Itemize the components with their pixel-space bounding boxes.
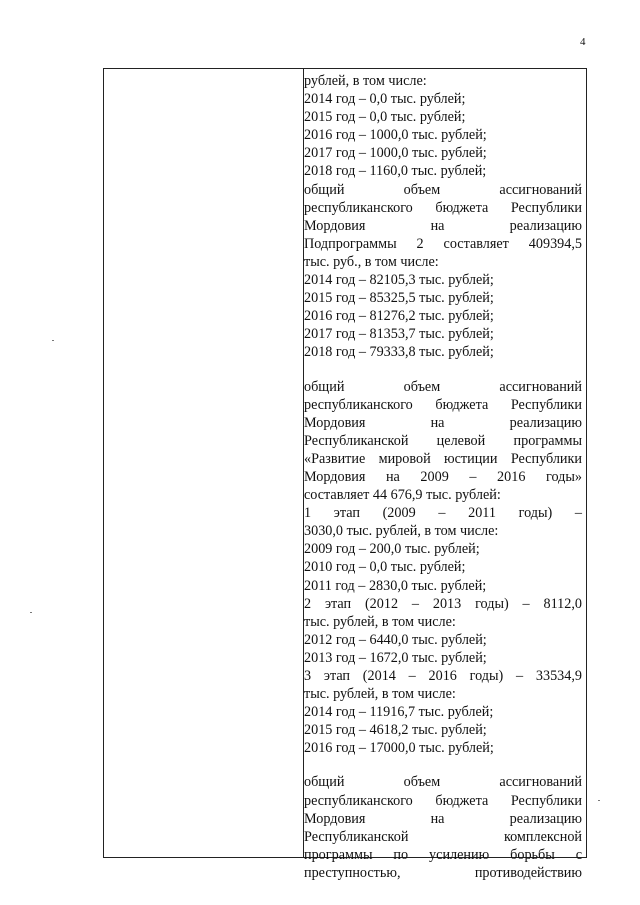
text-line: 2014 год – 11916,7 тыс. рублей;: [304, 704, 494, 721]
text-line: 2014 год – 0,0 тыс. рублей;: [304, 91, 466, 108]
text-line: Республиканской комплексной: [304, 828, 582, 845]
text-line: 2015 год – 4618,2 тыс. рублей;: [304, 722, 487, 739]
budget-block-crime-program: [304, 773, 582, 882]
text-line: республиканского бюджета Республики: [304, 396, 582, 413]
right-column-content: [304, 72, 582, 882]
text-line: общий объем ассигнований: [304, 378, 582, 395]
text-line: 2015 год – 85325,5 тыс. рублей;: [304, 290, 494, 307]
text-line: 2011 год – 2830,0 тыс. рублей;: [304, 577, 487, 594]
budget-block-justice-program: [304, 378, 582, 758]
text-line: 2 этап (2012 – 2013 годы) – 8112,0: [304, 595, 582, 612]
text-line: преступностью, противодействию: [304, 864, 582, 881]
scan-speck: [598, 800, 600, 801]
text-line: 1 этап (2009 – 2011 годы) –: [304, 505, 582, 522]
text-line: 2014 год – 82105,3 тыс. рублей;: [304, 272, 494, 289]
text-line: 2018 год – 1160,0 тыс. рублей;: [304, 163, 487, 180]
budget-block-subprogram: [304, 72, 582, 362]
text-line: 2015 год – 0,0 тыс. рублей;: [304, 109, 466, 126]
text-line: Мордовия на реализацию: [304, 414, 582, 431]
text-line: тыс. рублей, в том числе:: [304, 613, 456, 630]
text-line: 3 этап (2014 – 2016 годы) – 33534,9: [304, 668, 582, 684]
text-line: 2012 год – 6440,0 тыс. рублей;: [304, 631, 487, 648]
text-line: 2016 год – 1000,0 тыс. рублей;: [304, 127, 487, 144]
text-line: общий объем ассигнований: [304, 181, 582, 198]
text-line: 2017 год – 1000,0 тыс. рублей;: [304, 145, 487, 162]
text-line: республиканского бюджета Республики: [304, 199, 582, 216]
text-line: Подпрограммы 2 составляет 409394,5: [304, 235, 582, 252]
text-line: тыс. руб., в том числе:: [304, 253, 439, 270]
text-line: Республиканской целевой программы: [304, 432, 582, 449]
text-line: программы по усилению борьбы с: [304, 846, 582, 863]
text-line: 2016 год – 17000,0 тыс. рублей;: [304, 740, 494, 757]
text-line: «Развитие мировой юстиции Республики: [304, 450, 582, 467]
text-line: 2010 год – 0,0 тыс. рублей;: [304, 559, 466, 576]
text-line: 3030,0 тыс. рублей, в том числе:: [304, 523, 499, 540]
page-number: 4: [580, 36, 586, 48]
text-line: рублей, в том числе:: [304, 73, 427, 89]
text-line: составляет 44 676,9 тыс. рублей:: [304, 487, 501, 504]
text-line: Мордовия на реализацию: [304, 810, 582, 827]
text-line: республиканского бюджета Республики: [304, 792, 582, 809]
text-line: 2009 год – 200,0 тыс. рублей;: [304, 541, 480, 558]
text-line: 2017 год – 81353,7 тыс. рублей;: [304, 326, 494, 343]
text-line: Мордовия на 2009 – 2016 годы»: [304, 468, 582, 485]
paragraph-gap: [304, 362, 582, 378]
scan-speck: [52, 340, 54, 341]
text-line: общий объем ассигнований: [304, 774, 582, 791]
text-line: 2016 год – 81276,2 тыс. рублей;: [304, 308, 494, 325]
text-line: Мордовия на реализацию: [304, 217, 582, 234]
paragraph-gap: [304, 757, 582, 773]
text-line: 2013 год – 1672,0 тыс. рублей;: [304, 649, 487, 666]
text-line: 2018 год – 79333,8 тыс. рублей;: [304, 344, 494, 361]
text-line: тыс. рублей, в том числе:: [304, 686, 456, 703]
scan-speck: [30, 612, 32, 613]
